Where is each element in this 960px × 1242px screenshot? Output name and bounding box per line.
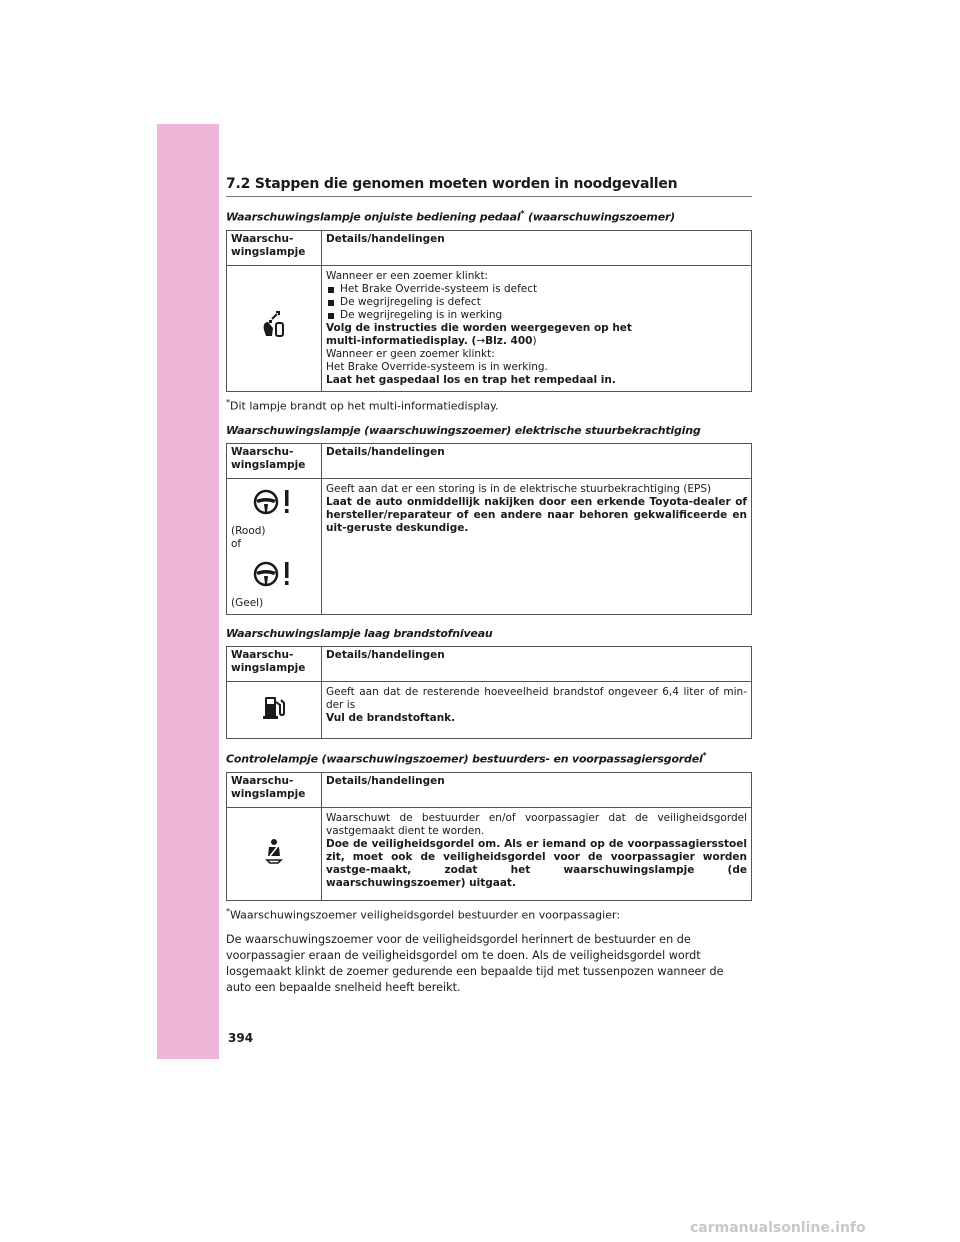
pedal-instruction-2: Laat het gaspedaal los en trap het rempedaal in. bbox=[326, 373, 616, 386]
seatbelt-lamp-cell bbox=[227, 807, 322, 900]
page-content bbox=[226, 176, 752, 996]
fuel-pump-icon bbox=[262, 694, 286, 720]
steering-warning-icon bbox=[251, 487, 297, 517]
pedal-line-active: Het Brake Override-systeem is in werking. bbox=[326, 360, 548, 373]
fuel-text: Geeft aan dat de resterende hoeveelheid brandstof ongeveer 6,4 liter of min-der is bbox=[326, 686, 747, 712]
pedal-instruction: Volg de instructies die worden weergegeven op het multi-informatiedisplay. (→Blz. 400) bbox=[326, 321, 632, 347]
seatbelt-icon bbox=[263, 838, 285, 864]
fuel-instruction: Vul de brandstoftank. bbox=[326, 712, 456, 725]
steering-warning-icon bbox=[251, 559, 297, 589]
seatbelt-warning-table bbox=[226, 772, 752, 901]
table1-title: Waarschuwingslampje onjuiste bediening pedaal* (waarschuwingszoemer) bbox=[226, 209, 676, 224]
pedal-footnote: *Dit lampje brandt op het multi-informatiedisplay. bbox=[226, 397, 499, 413]
pedal-warning-icon bbox=[260, 310, 288, 340]
pedal-bullet-3: De wegrijregeling is in werking bbox=[326, 309, 747, 322]
label-yellow: (Geel) bbox=[231, 597, 264, 610]
fuel-details-cell bbox=[322, 682, 752, 739]
col-header-lamp: Waarschu- wingslampje bbox=[227, 772, 322, 807]
steering-details-cell bbox=[322, 479, 752, 615]
seatbelt-details-cell bbox=[322, 807, 752, 900]
pedal-bullet-2: De wegrijregeling is defect bbox=[326, 296, 747, 309]
col-header-lamp: Waarschu- wingslampje bbox=[227, 444, 322, 479]
steering-lamp-cell bbox=[227, 479, 322, 615]
seatbelt-instruction: Doe de veiligheidsgordel om. Als er iemand op de voorpassagiersstoel zit, moet ook de veiligheidsgordel voor de voorpassagier worden vastge-maakt, zodat het waarschuwingslampje (de waarschuwingszoemer) uitgaat. bbox=[326, 837, 747, 889]
col-header-details: Details/handelingen bbox=[322, 647, 752, 682]
col-header-details: Details/handelingen bbox=[322, 444, 752, 479]
pedal-line-nobuzzer: Wanneer er geen zoemer klinkt: bbox=[326, 347, 495, 360]
label-or: of bbox=[231, 538, 242, 551]
chapter-side-tab bbox=[157, 124, 219, 1059]
col-header-details: Details/handelingen bbox=[322, 230, 752, 265]
col-header-details: Details/handelingen bbox=[322, 772, 752, 807]
pedal-warning-table bbox=[226, 230, 752, 392]
table3-title: Waarschuwingslampje laag brandstofniveau bbox=[226, 627, 493, 641]
page-number: 394 bbox=[228, 1031, 254, 1045]
seatbelt-footnote: *Waarschuwingszoemer veiligheidsgordel bestuurder en voorpassagier: bbox=[226, 906, 621, 922]
section-title: 7.2 Stappen die genomen moeten worden in noodgevallen bbox=[226, 176, 752, 197]
seatbelt-paragraph: De waarschuwingszoemer voor de veiligheidsgordel herinnert de bestuurder en de voorpassagier eraan de veiligheidsgordel om te doen. Als de veiligheidsgordel wordt losgemaakt klinkt de zoemer gedurende een bepaalde tijd met tussenpozen wanneer de auto een bepaalde snelheid heeft bereikt. bbox=[226, 932, 724, 994]
steering-text: Geeft aan dat er een storing is in de elektrische stuurbekrachtiging (EPS) bbox=[326, 483, 712, 496]
fuel-lamp-cell bbox=[227, 682, 322, 739]
table2-title: Waarschuwingslampje (waarschuwingszoemer) elektrische stuurbekrachtiging bbox=[226, 424, 701, 438]
label-red: (Rood) bbox=[231, 525, 266, 538]
steering-warning-table bbox=[226, 443, 752, 615]
page-reference-link[interactable]: Blz. 400 bbox=[485, 334, 533, 347]
pedal-details-cell bbox=[322, 265, 752, 391]
table4-title: Controlelampje (waarschuwingszoemer) bestuurders- en voorpassagiersgordel* bbox=[226, 751, 707, 766]
col-header-lamp: Waarschu- wingslampje bbox=[227, 230, 322, 265]
seatbelt-text: Waarschuwt de bestuurder en/of voorpassagier dat de veiligheidsgordel vastgemaakt dient te worden. bbox=[326, 811, 747, 837]
col-header-lamp: Waarschu- wingslampje bbox=[227, 647, 322, 682]
steering-instruction: Laat de auto onmiddellijk nakijken door een erkende Toyota-dealer of hersteller/reparateur of een andere naar behoren gekwalificeerde en uit-geruste deskundige. bbox=[326, 496, 747, 535]
pedal-line-buzzer: Wanneer er een zoemer klinkt: bbox=[326, 269, 489, 282]
watermark: carmanualsonline.info bbox=[690, 1220, 866, 1236]
fuel-warning-table bbox=[226, 646, 752, 739]
pedal-lamp-cell bbox=[227, 265, 322, 391]
pedal-bullet-1: Het Brake Override-systeem is defect bbox=[326, 283, 747, 296]
